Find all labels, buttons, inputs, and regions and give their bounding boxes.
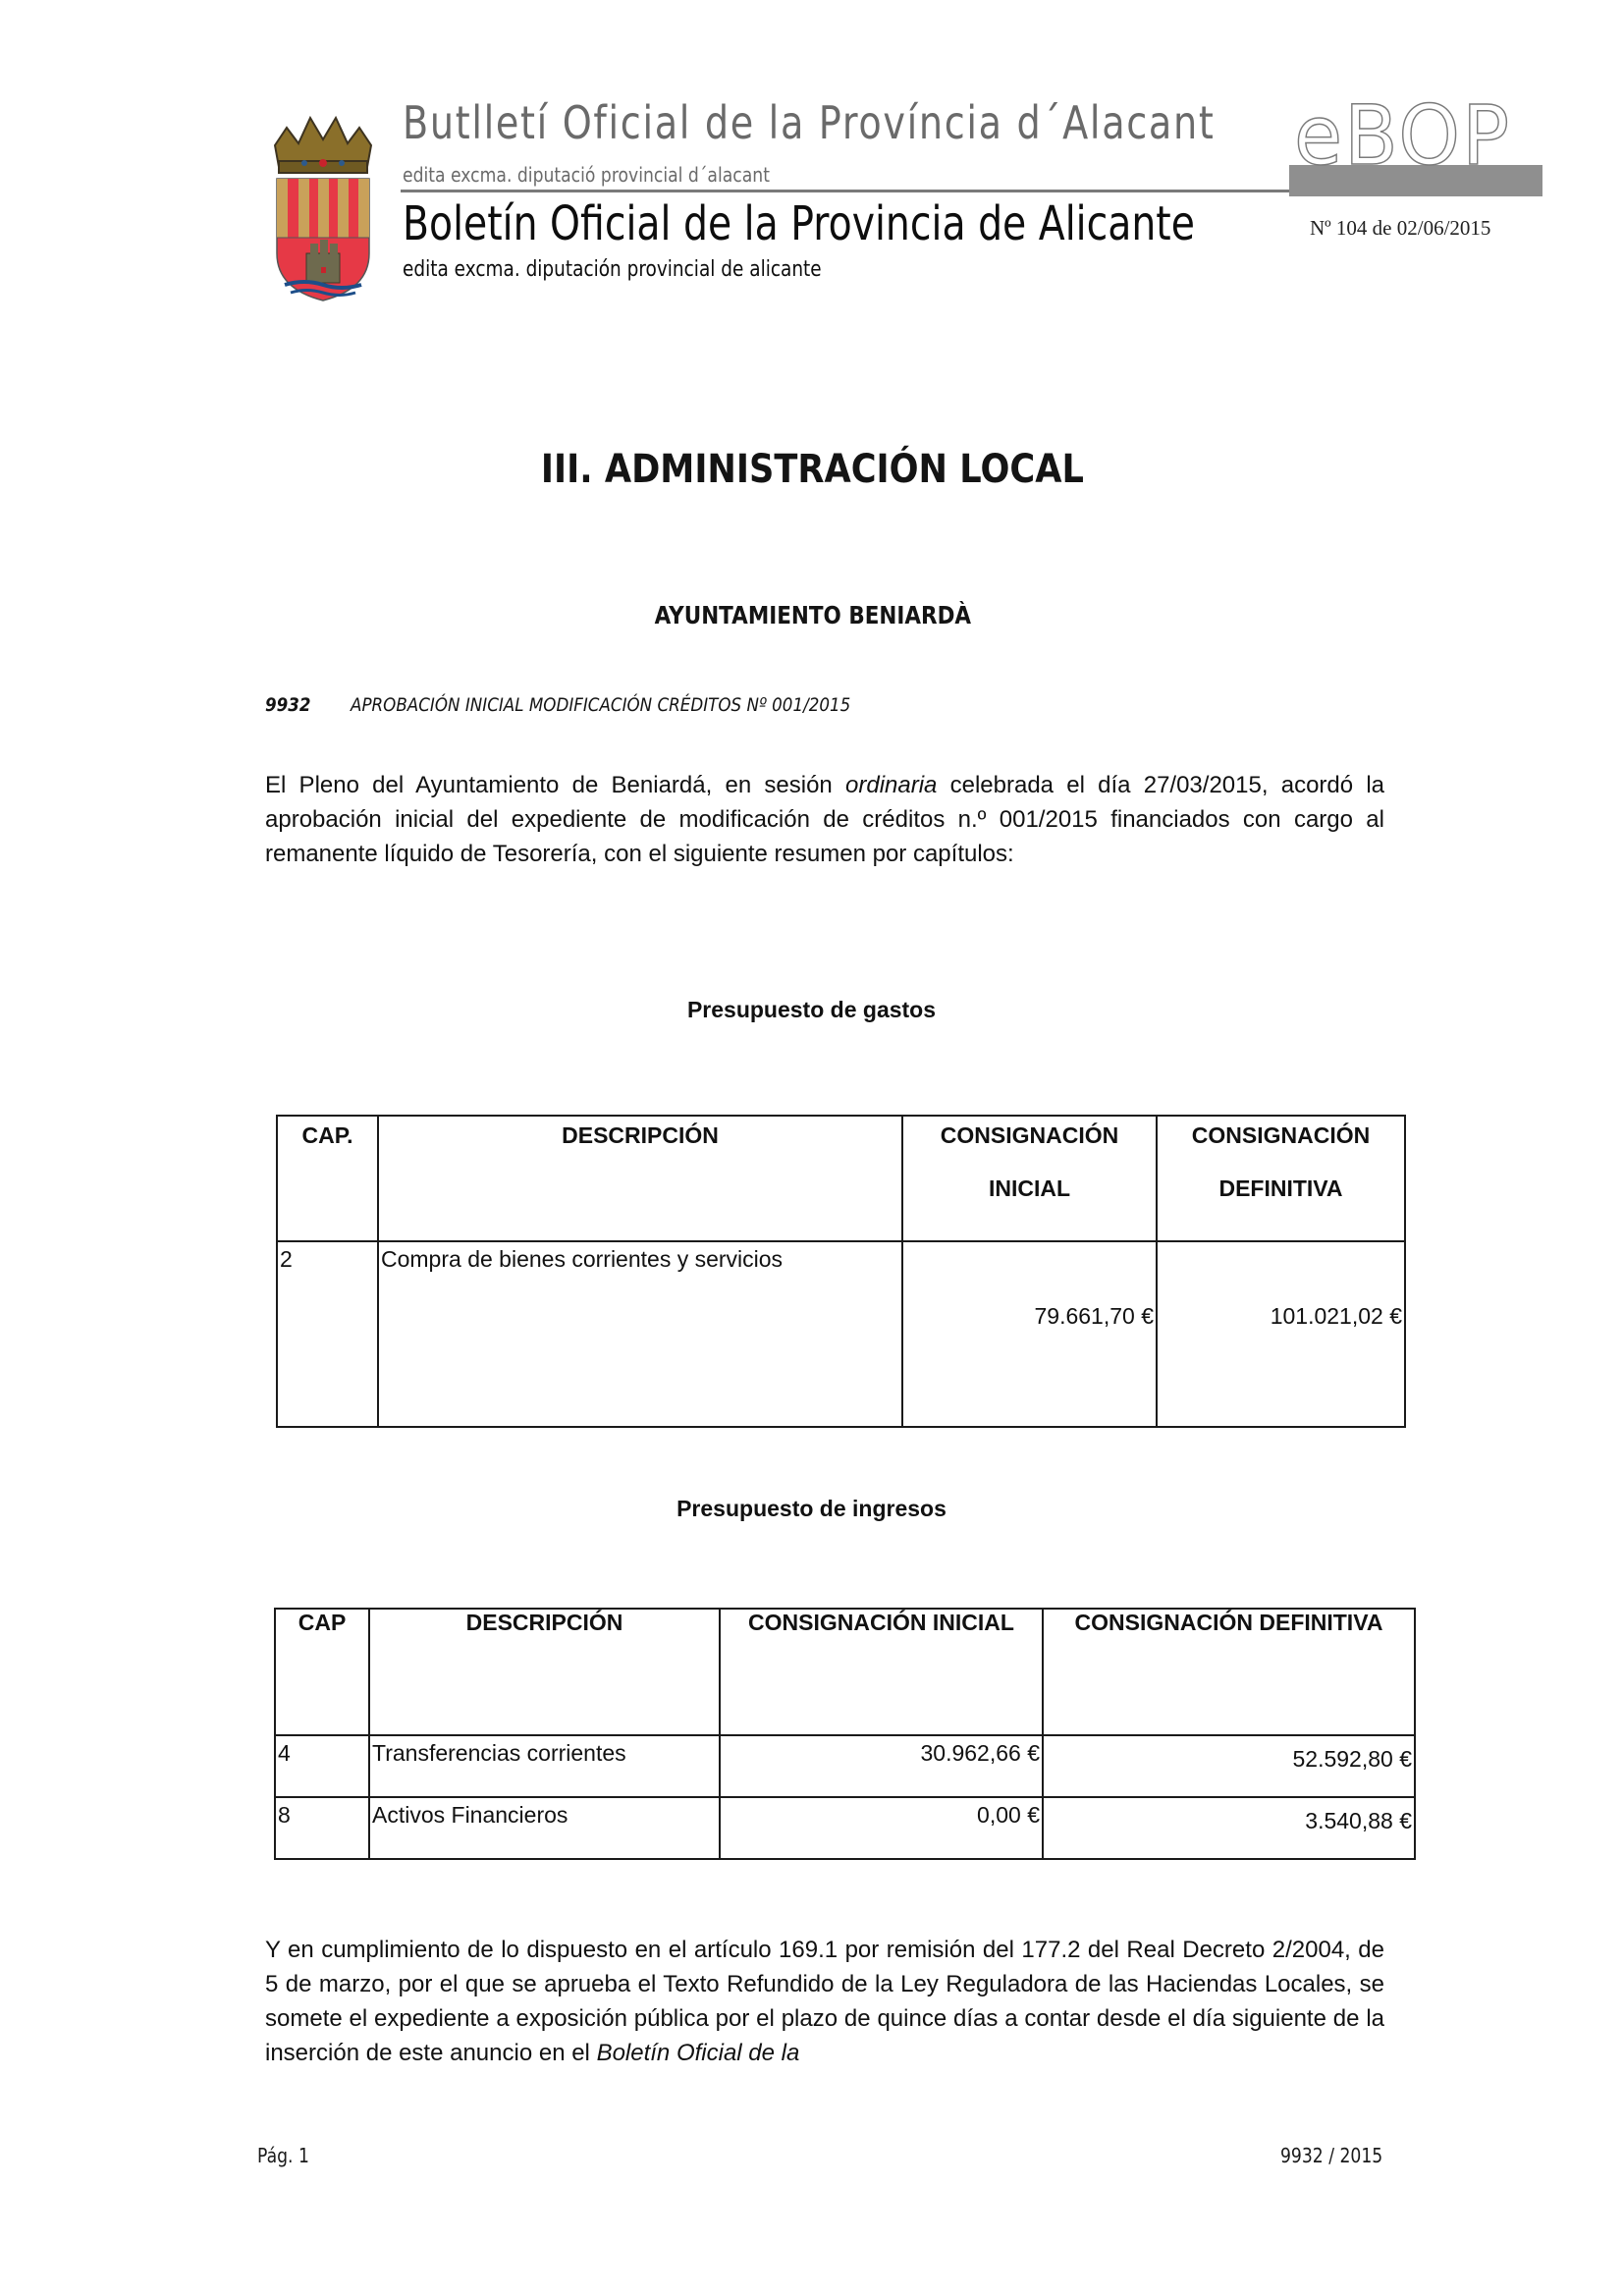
- header-cap: CAP: [275, 1609, 369, 1735]
- coat-of-arms-graphic: [265, 106, 381, 302]
- expenses-table: [276, 1115, 1406, 1428]
- income-header-row: [275, 1609, 1415, 1735]
- header-consignacion-definitiva: CONSIGNACIÓN DEFINITIVA: [1043, 1609, 1415, 1735]
- header-divider: [401, 190, 1289, 192]
- header-consignacion-definitiva: CONSIGNACIÓN DEFINITIVA: [1157, 1116, 1405, 1241]
- expenses-table-title: Presupuesto de gastos: [686, 997, 937, 1022]
- cell-definitiva: 101.021,02 €: [1157, 1241, 1405, 1427]
- income-table: [274, 1608, 1416, 1860]
- coat-of-arms-icon: [265, 106, 381, 302]
- expenses-header-row: [277, 1116, 1405, 1241]
- intro-text-1: El Pleno del Ayuntamiento de Beniardá, en sesión: [265, 772, 845, 798]
- announcement-heading: [265, 694, 850, 716]
- bulletin-title-castilian: Boletín Oficial de la Provincia de Alicante: [403, 196, 1195, 251]
- table-row: [275, 1735, 1415, 1797]
- legal-text: Y en cumplimiento de lo dispuesto en el artículo 169.1 por remisión del 177.2 del Real Decreto 2/2004, de 5 de marzo, por el que se aprueba el Texto Refundido de la Ley Reguladora de las Haciendas Locales, se somete el expediente a exposición pública por el plazo de quince días a contar desde el día siguiente de la inserción de este anuncio en el: [265, 1937, 1384, 2066]
- bulletin-title-valencian: Butlletí Oficial de la Província d´Alacant: [403, 96, 1216, 149]
- header-descripcion: DESCRIPCIÓN: [378, 1116, 902, 1241]
- intro-paragraph: [265, 768, 1384, 871]
- cell-descripcion: Activos Financieros: [369, 1797, 720, 1859]
- cell-inicial: 79.661,70 €: [902, 1241, 1157, 1427]
- cell-descripcion: Transferencias corrientes: [369, 1735, 720, 1797]
- ebop-logo: eBOP: [1294, 87, 1511, 184]
- cell-definitiva: 52.592,80 €: [1043, 1735, 1415, 1797]
- publisher-valencian: edita excma. diputació provincial d´alacant: [403, 163, 770, 187]
- cell-cap: 2: [277, 1241, 378, 1427]
- header-cap: CAP.: [277, 1116, 378, 1241]
- legal-paragraph: [265, 1933, 1384, 2070]
- cell-cap: 8: [275, 1797, 369, 1859]
- intro-text-2: celebrada el día 27/03/2015, acordó la aprobación inicial del expediente de modificación de créditos n.º 001/2015 financiados con cargo al remanente líquido de Tesorería, con el siguiente resumen por capítulos:: [265, 772, 1385, 867]
- page-number: Pág. 1: [257, 2144, 309, 2167]
- legal-text-italic: Boletín Oficial de la: [596, 2040, 800, 2066]
- table-row: [275, 1797, 1415, 1859]
- cell-cap: 4: [275, 1735, 369, 1797]
- header-descripcion: DESCRIPCIÓN: [369, 1609, 720, 1735]
- cell-definitiva: 3.540,88 €: [1043, 1797, 1415, 1859]
- section-title: III. ADMINISTRACIÓN LOCAL: [540, 447, 1084, 492]
- cell-inicial: 0,00 €: [720, 1797, 1043, 1859]
- header-consignacion-inicial: CONSIGNACIÓN INICIAL: [720, 1609, 1043, 1735]
- publisher-castilian: edita excma. diputación provincial de alicante: [403, 257, 822, 282]
- cell-inicial: 30.962,66 €: [720, 1735, 1043, 1797]
- header-consignacion-inicial: CONSIGNACIÓN INICIAL: [902, 1116, 1157, 1241]
- organization-title: AYUNTAMIENTO BENIARDÀ: [654, 601, 972, 629]
- table-row: [277, 1241, 1405, 1427]
- income-table-title: Presupuesto de ingresos: [676, 1496, 947, 1521]
- intro-text-italic: ordinaria: [845, 772, 938, 798]
- announcement-reference: 9932 / 2015: [1279, 2144, 1382, 2167]
- cell-descripcion: Compra de bienes corrientes y servicios: [378, 1241, 902, 1427]
- issue-number-date: Nº 104 de 02/06/2015: [1310, 216, 1491, 240]
- announcement-title: APROBACIÓN INICIAL MODIFICACIÓN CRÉDITOS Nº 001/2015: [351, 694, 851, 716]
- announcement-number: 9932: [265, 694, 311, 716]
